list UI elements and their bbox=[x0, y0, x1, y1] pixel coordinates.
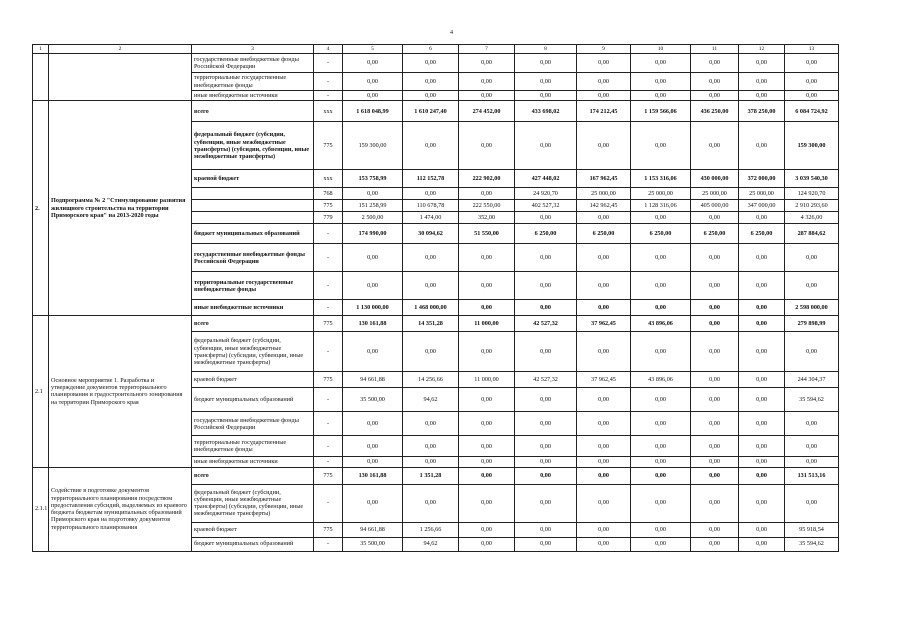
value-cell: 151 258,99 bbox=[343, 200, 403, 212]
value-cell: 95 918,54 bbox=[785, 522, 839, 537]
value-cell: 0,00 bbox=[785, 332, 839, 372]
value-cell: 37 962,45 bbox=[577, 372, 631, 388]
value-cell: 0,00 bbox=[631, 332, 691, 372]
value-cell: 1 256,66 bbox=[403, 522, 459, 537]
value-cell: 25 000,00 bbox=[577, 188, 631, 200]
row-label bbox=[192, 188, 314, 200]
value-cell: 0,00 bbox=[785, 91, 839, 101]
value-cell: 94,62 bbox=[403, 537, 459, 551]
table-row bbox=[33, 467, 839, 484]
row-label: краевой бюджет bbox=[192, 522, 314, 537]
value-cell: 0,00 bbox=[577, 272, 631, 300]
value-cell: 0,00 bbox=[577, 91, 631, 101]
value-cell: 0,00 bbox=[343, 332, 403, 372]
value-cell: 0,00 bbox=[459, 457, 515, 467]
value-cell: 0,00 bbox=[739, 457, 785, 467]
value-cell: 37 962,45 bbox=[577, 316, 631, 332]
value-cell: 372 000,00 bbox=[739, 170, 785, 188]
value-cell: 0,00 bbox=[515, 388, 577, 412]
value-cell: 0,00 bbox=[577, 73, 631, 91]
header-cell: 4 bbox=[314, 45, 343, 54]
value-cell: 43 896,06 bbox=[631, 316, 691, 332]
value-cell: 35 500,00 bbox=[343, 388, 403, 412]
value-cell: 0,00 bbox=[403, 457, 459, 467]
row-label: бюджет муниципальных образований bbox=[192, 537, 314, 551]
value-cell: 0,00 bbox=[459, 522, 515, 537]
value-cell: 0,00 bbox=[631, 244, 691, 272]
value-cell: 402 527,32 bbox=[515, 200, 577, 212]
value-cell: 0,00 bbox=[577, 300, 631, 316]
value-cell: 0,00 bbox=[459, 537, 515, 551]
value-cell: 0,00 bbox=[515, 332, 577, 372]
value-cell: 222 902,00 bbox=[459, 170, 515, 188]
value-cell: 25 000,00 bbox=[691, 188, 739, 200]
value-cell: 94 661,88 bbox=[343, 522, 403, 537]
value-cell: 0,00 bbox=[459, 91, 515, 101]
value-cell: 0,00 bbox=[691, 316, 739, 332]
row-code: - bbox=[314, 272, 343, 300]
row-code: - bbox=[314, 73, 343, 91]
value-cell: 142 962,45 bbox=[577, 200, 631, 212]
value-cell: 0,00 bbox=[403, 332, 459, 372]
value-cell: 0,00 bbox=[577, 122, 631, 170]
value-cell: 0,00 bbox=[691, 436, 739, 457]
value-cell: 0,00 bbox=[515, 412, 577, 436]
row-code: 775 bbox=[314, 316, 343, 332]
row-label: федеральный бюджет (субсидии, субвенции, иные межбюджетные трансферты) (субсидии, субвенции, иные межбюджетные трансферты) bbox=[192, 332, 314, 372]
value-cell: 378 250,00 bbox=[739, 101, 785, 122]
header-cell: 3 bbox=[192, 45, 314, 54]
value-cell: 0,00 bbox=[691, 457, 739, 467]
row-code: 775 bbox=[314, 122, 343, 170]
row-code: xxx bbox=[314, 101, 343, 122]
value-cell: 347 000,00 bbox=[739, 200, 785, 212]
row-code: - bbox=[314, 54, 343, 73]
header-cell: 11 bbox=[691, 45, 739, 54]
value-cell: 1 159 566,06 bbox=[631, 101, 691, 122]
value-cell: 0,00 bbox=[515, 467, 577, 484]
value-cell: 0,00 bbox=[785, 457, 839, 467]
value-cell: 0,00 bbox=[691, 91, 739, 101]
value-cell: 110 678,78 bbox=[403, 200, 459, 212]
value-cell: 0,00 bbox=[403, 91, 459, 101]
row-label: иные внебюджетные источники bbox=[192, 300, 314, 316]
value-cell: 0,00 bbox=[577, 537, 631, 551]
value-cell: 0,00 bbox=[691, 372, 739, 388]
value-cell: 35 500,00 bbox=[343, 537, 403, 551]
value-cell: 1 610 247,40 bbox=[403, 101, 459, 122]
value-cell: 0,00 bbox=[459, 412, 515, 436]
value-cell: 0,00 bbox=[459, 73, 515, 91]
value-cell: 0,00 bbox=[691, 332, 739, 372]
value-cell: 0,00 bbox=[343, 457, 403, 467]
value-cell: 0,00 bbox=[343, 73, 403, 91]
value-cell: 6 250,00 bbox=[515, 224, 577, 244]
value-cell: 0,00 bbox=[403, 122, 459, 170]
header-cell: 2 bbox=[49, 45, 192, 54]
value-cell: 0,00 bbox=[459, 436, 515, 457]
value-cell: 130 161,88 bbox=[343, 467, 403, 484]
row-label: иные внебюджетные источники bbox=[192, 457, 314, 467]
value-cell: 6 250,00 bbox=[577, 224, 631, 244]
value-cell: 0,00 bbox=[631, 436, 691, 457]
row-code: - bbox=[314, 436, 343, 457]
value-cell: 0,00 bbox=[343, 412, 403, 436]
row-code: - bbox=[314, 388, 343, 412]
value-cell: 2 910 293,60 bbox=[785, 200, 839, 212]
row-code: - bbox=[314, 484, 343, 522]
value-cell: 167 962,45 bbox=[577, 170, 631, 188]
value-cell: 0,00 bbox=[739, 300, 785, 316]
value-cell: 0,00 bbox=[739, 412, 785, 436]
row-label: территориальные государственные внебюджетные фонды bbox=[192, 272, 314, 300]
row-code: 775 bbox=[314, 522, 343, 537]
row-code: - bbox=[314, 244, 343, 272]
value-cell: 0,00 bbox=[691, 272, 739, 300]
value-cell: 0,00 bbox=[515, 436, 577, 457]
value-cell: 0,00 bbox=[691, 122, 739, 170]
value-cell: 0,00 bbox=[739, 316, 785, 332]
row-code: - bbox=[314, 412, 343, 436]
value-cell: 1 128 316,06 bbox=[631, 200, 691, 212]
value-cell: 2 598 000,00 bbox=[785, 300, 839, 316]
value-cell: 1 351,28 bbox=[403, 467, 459, 484]
value-cell: 0,00 bbox=[691, 300, 739, 316]
value-cell: 287 884,62 bbox=[785, 224, 839, 244]
value-cell: 0,00 bbox=[739, 244, 785, 272]
value-cell: 244 304,37 bbox=[785, 372, 839, 388]
value-cell: 6 250,00 bbox=[691, 224, 739, 244]
value-cell: 124 920,70 bbox=[785, 188, 839, 200]
row-label bbox=[192, 212, 314, 224]
value-cell: 1 130 000,00 bbox=[343, 300, 403, 316]
value-cell: 0,00 bbox=[785, 436, 839, 457]
row-label: государственные внебюджетные фонды Российской Федерации bbox=[192, 54, 314, 73]
row-label: государственные внебюджетные фонды Российской Федерации bbox=[192, 412, 314, 436]
value-cell: 0,00 bbox=[631, 212, 691, 224]
value-cell: 0,00 bbox=[631, 467, 691, 484]
value-cell: 0,00 bbox=[631, 522, 691, 537]
value-cell: 0,00 bbox=[515, 484, 577, 522]
row-label: всего bbox=[192, 467, 314, 484]
value-cell: 1 468 000,00 bbox=[403, 300, 459, 316]
value-cell: 0,00 bbox=[459, 244, 515, 272]
name-cell bbox=[49, 54, 192, 101]
row-code: - bbox=[314, 537, 343, 551]
value-cell: 11 000,00 bbox=[459, 372, 515, 388]
row-code: 775 bbox=[314, 200, 343, 212]
value-cell: 159 300,00 bbox=[343, 122, 403, 170]
header-cell: 6 bbox=[403, 45, 459, 54]
value-cell: 0,00 bbox=[631, 412, 691, 436]
section-title: Основное мероприятие 1. Разработка и утверждение документов территориального планирования и градостроительного зонирования на территории Приморского края bbox=[49, 316, 192, 467]
row-label: территориальные государственные внебюджетные фонды bbox=[192, 436, 314, 457]
value-cell: 42 527,32 bbox=[515, 372, 577, 388]
value-cell: 0,00 bbox=[577, 484, 631, 522]
value-cell: 24 920,70 bbox=[515, 188, 577, 200]
value-cell: 436 250,00 bbox=[691, 101, 739, 122]
value-cell: 0,00 bbox=[577, 522, 631, 537]
value-cell: 0,00 bbox=[403, 272, 459, 300]
table-row bbox=[33, 101, 839, 122]
value-cell: 0,00 bbox=[631, 388, 691, 412]
value-cell: 0,00 bbox=[739, 73, 785, 91]
value-cell: 1 618 048,99 bbox=[343, 101, 403, 122]
section-number: 2.1.1 bbox=[33, 467, 49, 551]
value-cell: 0,00 bbox=[691, 484, 739, 522]
row-label: иные внебюджетные источники bbox=[192, 91, 314, 101]
num-cell bbox=[33, 54, 49, 101]
value-cell: 0,00 bbox=[459, 388, 515, 412]
value-cell: 0,00 bbox=[739, 436, 785, 457]
value-cell: 0,00 bbox=[459, 484, 515, 522]
value-cell: 279 898,99 bbox=[785, 316, 839, 332]
value-cell: 0,00 bbox=[785, 73, 839, 91]
row-label: всего bbox=[192, 101, 314, 122]
row-label bbox=[192, 200, 314, 212]
row-code: 768 bbox=[314, 188, 343, 200]
value-cell: 2 500,00 bbox=[343, 212, 403, 224]
row-label: краевой бюджет bbox=[192, 372, 314, 388]
value-cell: 0,00 bbox=[739, 91, 785, 101]
header-cell: 10 bbox=[631, 45, 691, 54]
value-cell: 0,00 bbox=[691, 54, 739, 73]
value-cell: 1 153 316,06 bbox=[631, 170, 691, 188]
value-cell: 0,00 bbox=[577, 244, 631, 272]
value-cell: 0,00 bbox=[631, 484, 691, 522]
value-cell: 0,00 bbox=[739, 388, 785, 412]
value-cell: 0,00 bbox=[577, 467, 631, 484]
value-cell: 0,00 bbox=[691, 212, 739, 224]
value-cell: 0,00 bbox=[739, 332, 785, 372]
row-code: 775 bbox=[314, 467, 343, 484]
value-cell: 222 550,00 bbox=[459, 200, 515, 212]
row-code: xxx bbox=[314, 170, 343, 188]
header-row bbox=[33, 45, 839, 54]
value-cell: 0,00 bbox=[515, 272, 577, 300]
value-cell: 14 351,28 bbox=[403, 316, 459, 332]
row-label: федеральный бюджет (субсидии, субвенции, иные межбюджетные трансферты) (субсидии, субвенции, иные межбюджетные трансферты) bbox=[192, 122, 314, 170]
value-cell: 0,00 bbox=[785, 244, 839, 272]
value-cell: 0,00 bbox=[343, 188, 403, 200]
section-title: Содействие в подготовке документов территориального планирования посредством предоставления субсидий, выделяемых из краевого бюджета бюджетам муниципальных образований Приморского края на подготовку документов территориального планирования bbox=[49, 467, 192, 551]
row-code: 779 bbox=[314, 212, 343, 224]
row-label: государственные внебюджетные фонды Российской Федерации bbox=[192, 244, 314, 272]
budget-table bbox=[32, 44, 839, 552]
value-cell: 0,00 bbox=[631, 272, 691, 300]
value-cell: 433 698,02 bbox=[515, 101, 577, 122]
value-cell: 174 990,00 bbox=[343, 224, 403, 244]
value-cell: 3 039 540,30 bbox=[785, 170, 839, 188]
row-label: территориальные государственные внебюджетные фонды bbox=[192, 73, 314, 91]
value-cell: 0,00 bbox=[403, 436, 459, 457]
row-code: - bbox=[314, 224, 343, 244]
value-cell: 0,00 bbox=[577, 212, 631, 224]
value-cell: 0,00 bbox=[691, 244, 739, 272]
value-cell: 130 161,88 bbox=[343, 316, 403, 332]
value-cell: 35 594,62 bbox=[785, 537, 839, 551]
header-cell: 5 bbox=[343, 45, 403, 54]
value-cell: 0,00 bbox=[691, 388, 739, 412]
value-cell: 6 250,00 bbox=[631, 224, 691, 244]
value-cell: 131 513,16 bbox=[785, 467, 839, 484]
value-cell: 0,00 bbox=[403, 188, 459, 200]
header-cell: 8 bbox=[515, 45, 577, 54]
row-label: краевой бюджет bbox=[192, 170, 314, 188]
value-cell: 0,00 bbox=[459, 188, 515, 200]
header-cell: 1 bbox=[33, 45, 49, 54]
value-cell: 30 094,62 bbox=[403, 224, 459, 244]
value-cell: 0,00 bbox=[343, 272, 403, 300]
row-label: бюджет муниципальных образований bbox=[192, 388, 314, 412]
value-cell: 0,00 bbox=[785, 412, 839, 436]
value-cell: 0,00 bbox=[515, 73, 577, 91]
header-cell: 13 bbox=[785, 45, 839, 54]
value-cell: 0,00 bbox=[577, 54, 631, 73]
value-cell: 0,00 bbox=[739, 212, 785, 224]
value-cell: 0,00 bbox=[739, 522, 785, 537]
row-label: федеральный бюджет (субсидии, субвенции, иные межбюджетные трансферты) (субсидии, субвенции, иные межбюджетные трансферты) bbox=[192, 484, 314, 522]
row-label: всего bbox=[192, 316, 314, 332]
section-number: 2.1 bbox=[33, 316, 49, 467]
row-code: - bbox=[314, 300, 343, 316]
section-title: Подпрограмма № 2 "Стимулирование развития жилищного строительства на территории Приморского края" на 2013-2020 годы bbox=[49, 101, 192, 316]
value-cell: 0,00 bbox=[459, 122, 515, 170]
value-cell: 0,00 bbox=[515, 457, 577, 467]
value-cell: 0,00 bbox=[403, 54, 459, 73]
value-cell: 25 000,00 bbox=[631, 188, 691, 200]
value-cell: 430 000,00 bbox=[691, 170, 739, 188]
value-cell: 0,00 bbox=[577, 332, 631, 372]
value-cell: 94 661,88 bbox=[343, 372, 403, 388]
value-cell: 0,00 bbox=[631, 91, 691, 101]
value-cell: 174 212,45 bbox=[577, 101, 631, 122]
value-cell: 0,00 bbox=[515, 522, 577, 537]
row-label: бюджет муниципальных образований bbox=[192, 224, 314, 244]
value-cell: 35 594,62 bbox=[785, 388, 839, 412]
value-cell: 25 000,00 bbox=[739, 188, 785, 200]
value-cell: 0,00 bbox=[577, 436, 631, 457]
value-cell: 0,00 bbox=[691, 467, 739, 484]
value-cell: 11 000,00 bbox=[459, 316, 515, 332]
value-cell: 0,00 bbox=[631, 122, 691, 170]
value-cell: 0,00 bbox=[577, 412, 631, 436]
table-row bbox=[33, 316, 839, 332]
value-cell: 0,00 bbox=[403, 484, 459, 522]
value-cell: 0,00 bbox=[691, 537, 739, 551]
value-cell: 4 326,00 bbox=[785, 212, 839, 224]
value-cell: 0,00 bbox=[459, 467, 515, 484]
value-cell: 0,00 bbox=[403, 73, 459, 91]
value-cell: 405 000,00 bbox=[691, 200, 739, 212]
value-cell: 153 758,99 bbox=[343, 170, 403, 188]
value-cell: 0,00 bbox=[691, 522, 739, 537]
value-cell: 1 474,00 bbox=[403, 212, 459, 224]
value-cell: 0,00 bbox=[515, 300, 577, 316]
value-cell: 0,00 bbox=[459, 300, 515, 316]
value-cell: 43 896,06 bbox=[631, 372, 691, 388]
value-cell: 427 448,02 bbox=[515, 170, 577, 188]
value-cell: 0,00 bbox=[739, 272, 785, 300]
value-cell: 0,00 bbox=[515, 54, 577, 73]
value-cell: 0,00 bbox=[459, 272, 515, 300]
value-cell: 0,00 bbox=[515, 212, 577, 224]
value-cell: 0,00 bbox=[577, 388, 631, 412]
value-cell: 0,00 bbox=[403, 412, 459, 436]
page-number: 4 bbox=[450, 30, 453, 36]
value-cell: 0,00 bbox=[785, 272, 839, 300]
section-number: 2. bbox=[33, 101, 49, 316]
value-cell: 6 250,00 bbox=[739, 224, 785, 244]
header-cell: 12 bbox=[739, 45, 785, 54]
table-row bbox=[33, 54, 839, 73]
value-cell: 94,62 bbox=[403, 388, 459, 412]
value-cell: 112 152,78 bbox=[403, 170, 459, 188]
value-cell: 0,00 bbox=[403, 244, 459, 272]
value-cell: 0,00 bbox=[631, 300, 691, 316]
row-code: - bbox=[314, 91, 343, 101]
value-cell: 0,00 bbox=[515, 91, 577, 101]
row-code: - bbox=[314, 332, 343, 372]
row-code: 775 bbox=[314, 372, 343, 388]
value-cell: 0,00 bbox=[739, 372, 785, 388]
value-cell: 0,00 bbox=[739, 54, 785, 73]
value-cell: 274 452,00 bbox=[459, 101, 515, 122]
value-cell: 0,00 bbox=[343, 484, 403, 522]
value-cell: 0,00 bbox=[577, 457, 631, 467]
value-cell: 0,00 bbox=[343, 91, 403, 101]
value-cell: 0,00 bbox=[739, 537, 785, 551]
value-cell: 0,00 bbox=[691, 73, 739, 91]
value-cell: 0,00 bbox=[739, 484, 785, 522]
value-cell: 0,00 bbox=[739, 122, 785, 170]
value-cell: 0,00 bbox=[691, 412, 739, 436]
value-cell: 0,00 bbox=[515, 244, 577, 272]
value-cell: 0,00 bbox=[631, 73, 691, 91]
header-cell: 7 bbox=[459, 45, 515, 54]
value-cell: 0,00 bbox=[515, 122, 577, 170]
value-cell: 51 550,00 bbox=[459, 224, 515, 244]
value-cell: 0,00 bbox=[343, 244, 403, 272]
value-cell: 0,00 bbox=[631, 457, 691, 467]
value-cell: 0,00 bbox=[631, 537, 691, 551]
value-cell: 14 256,66 bbox=[403, 372, 459, 388]
value-cell: 0,00 bbox=[343, 436, 403, 457]
value-cell: 6 084 724,92 bbox=[785, 101, 839, 122]
value-cell: 0,00 bbox=[459, 332, 515, 372]
value-cell: 0,00 bbox=[631, 54, 691, 73]
value-cell: 0,00 bbox=[343, 54, 403, 73]
value-cell: 0,00 bbox=[459, 54, 515, 73]
value-cell: 0,00 bbox=[515, 537, 577, 551]
value-cell: 0,00 bbox=[739, 467, 785, 484]
value-cell: 159 300,00 bbox=[785, 122, 839, 170]
value-cell: 42 527,32 bbox=[515, 316, 577, 332]
value-cell: 0,00 bbox=[785, 484, 839, 522]
row-code: - bbox=[314, 457, 343, 467]
value-cell: 0,00 bbox=[785, 54, 839, 73]
value-cell: 352,00 bbox=[459, 212, 515, 224]
header-cell: 9 bbox=[577, 45, 631, 54]
